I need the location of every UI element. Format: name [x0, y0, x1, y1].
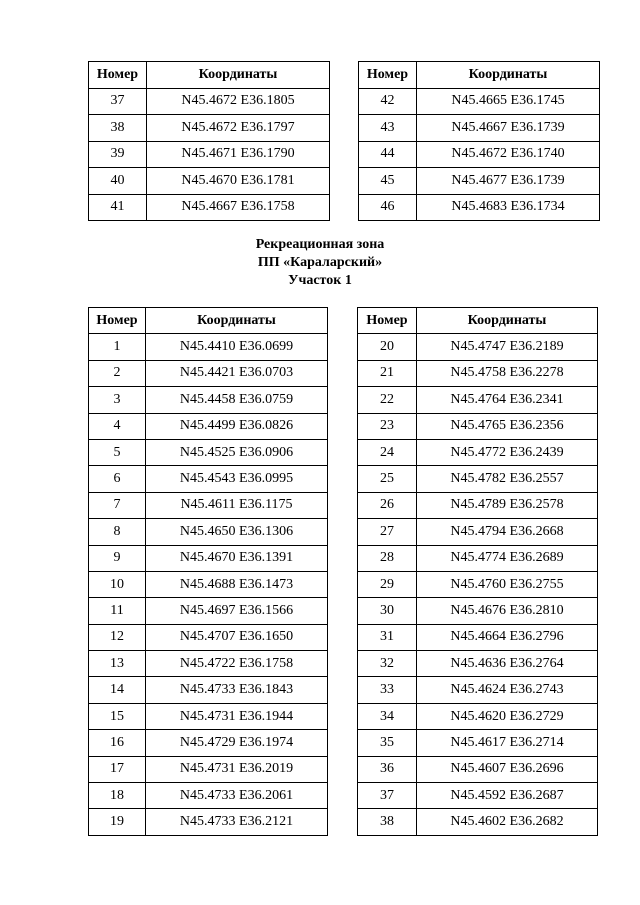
row-number: 8 [89, 519, 146, 545]
row-number: 34 [358, 703, 417, 729]
table-row [89, 703, 328, 729]
row-coordinates: N45.4672 E36.1797 [147, 115, 330, 142]
table-row [359, 194, 600, 221]
row-coordinates: N45.4672 E36.1740 [417, 141, 600, 168]
table-row [89, 651, 328, 677]
table-row [358, 598, 598, 624]
row-coordinates: N45.4543 E36.0995 [146, 466, 328, 492]
row-coordinates: N45.4525 E36.0906 [146, 439, 328, 465]
row-number: 1 [89, 334, 146, 360]
row-number: 10 [89, 571, 146, 597]
table-row [89, 413, 328, 439]
coordinates-table-bottom-left [88, 307, 328, 836]
heading-zone: Рекреационная зона [255, 237, 385, 252]
table-row [89, 334, 328, 360]
row-number: 3 [89, 387, 146, 413]
row-number: 11 [89, 598, 146, 624]
header-coordinates: Координаты [417, 308, 598, 334]
row-coordinates: N45.4672 E36.1805 [147, 88, 330, 115]
header-number: Номер [89, 308, 146, 334]
row-number: 39 [89, 141, 147, 168]
table-row [89, 677, 328, 703]
table-row [358, 730, 598, 756]
row-number: 44 [359, 141, 417, 168]
row-number: 9 [89, 545, 146, 571]
table-header-row [358, 308, 598, 334]
heading-plot: Участок 1 [288, 273, 352, 288]
row-number: 35 [358, 730, 417, 756]
row-number: 26 [358, 492, 417, 518]
table-row [359, 141, 600, 168]
row-number: 25 [358, 466, 417, 492]
table-row [89, 571, 328, 597]
row-number: 43 [359, 115, 417, 142]
row-number: 29 [358, 571, 417, 597]
row-coordinates: N45.4592 E36.2687 [417, 783, 598, 809]
table-row [89, 783, 328, 809]
table-row [89, 387, 328, 413]
row-coordinates: N45.4664 E36.2796 [417, 624, 598, 650]
section-heading [0, 236, 640, 290]
row-coordinates: N45.4410 E36.0699 [146, 334, 328, 360]
row-number: 41 [89, 194, 147, 221]
table-row [89, 598, 328, 624]
row-coordinates: N45.4789 E36.2578 [417, 492, 598, 518]
row-coordinates: N45.4782 E36.2557 [417, 466, 598, 492]
row-coordinates: N45.4670 E36.1391 [146, 545, 328, 571]
coordinates-table-top-left [88, 61, 330, 221]
table-row [358, 545, 598, 571]
row-number: 33 [358, 677, 417, 703]
row-coordinates: N45.4607 E36.2696 [417, 756, 598, 782]
row-coordinates: N45.4650 E36.1306 [146, 519, 328, 545]
row-number: 12 [89, 624, 146, 650]
row-number: 20 [358, 334, 417, 360]
row-number: 4 [89, 413, 146, 439]
header-number: Номер [359, 62, 417, 89]
table-row [89, 624, 328, 650]
row-coordinates: N45.4774 E36.2689 [417, 545, 598, 571]
row-number: 36 [358, 756, 417, 782]
row-number: 14 [89, 677, 146, 703]
row-number: 7 [89, 492, 146, 518]
row-number: 40 [89, 168, 147, 195]
table-row [89, 439, 328, 465]
row-coordinates: N45.4764 E36.2341 [417, 387, 598, 413]
row-number: 46 [359, 194, 417, 221]
row-number: 32 [358, 651, 417, 677]
row-coordinates: N45.4765 E36.2356 [417, 413, 598, 439]
table-row [89, 168, 330, 195]
row-coordinates: N45.4794 E36.2668 [417, 519, 598, 545]
row-number: 19 [89, 809, 146, 835]
row-coordinates: N45.4676 E36.2810 [417, 598, 598, 624]
row-number: 2 [89, 360, 146, 386]
row-coordinates: N45.4683 E36.1734 [417, 194, 600, 221]
table-row [358, 651, 598, 677]
row-coordinates: N45.4760 E36.2755 [417, 571, 598, 597]
row-coordinates: N45.4499 E36.0826 [146, 413, 328, 439]
table-row [89, 519, 328, 545]
row-number: 27 [358, 519, 417, 545]
table-row [358, 756, 598, 782]
row-coordinates: N45.4729 E36.1974 [146, 730, 328, 756]
row-coordinates: N45.4772 E36.2439 [417, 439, 598, 465]
coordinates-table-bottom-right [357, 307, 598, 836]
row-number: 38 [358, 809, 417, 835]
row-number: 37 [89, 88, 147, 115]
table-row [358, 571, 598, 597]
row-coordinates: N45.4722 E36.1758 [146, 651, 328, 677]
row-number: 21 [358, 360, 417, 386]
table-row [358, 466, 598, 492]
row-coordinates: N45.4670 E36.1781 [147, 168, 330, 195]
row-number: 15 [89, 703, 146, 729]
table-row [89, 756, 328, 782]
row-number: 28 [358, 545, 417, 571]
row-number: 5 [89, 439, 146, 465]
table-row [358, 809, 598, 835]
row-coordinates: N45.4733 E36.2121 [146, 809, 328, 835]
row-coordinates: N45.4697 E36.1566 [146, 598, 328, 624]
row-coordinates: N45.4688 E36.1473 [146, 571, 328, 597]
row-number: 30 [358, 598, 417, 624]
row-coordinates: N45.4665 E36.1745 [417, 88, 600, 115]
header-number: Номер [89, 62, 147, 89]
row-number: 45 [359, 168, 417, 195]
row-number: 42 [359, 88, 417, 115]
table-row [358, 492, 598, 518]
row-number: 17 [89, 756, 146, 782]
row-number: 22 [358, 387, 417, 413]
table-row [89, 809, 328, 835]
table-row [358, 677, 598, 703]
table-row [89, 88, 330, 115]
row-coordinates: N45.4617 E36.2714 [417, 730, 598, 756]
heading-park: ПП «Караларский» [257, 255, 383, 270]
table-row [358, 703, 598, 729]
table-row [358, 439, 598, 465]
table-row [358, 519, 598, 545]
row-coordinates: N45.4733 E36.2061 [146, 783, 328, 809]
table-row [89, 545, 328, 571]
row-coordinates: N45.4731 E36.2019 [146, 756, 328, 782]
table-row [89, 141, 330, 168]
row-number: 13 [89, 651, 146, 677]
table-header-row [89, 308, 328, 334]
table-row [89, 115, 330, 142]
table-row [358, 360, 598, 386]
table-row [89, 492, 328, 518]
row-coordinates: N45.4667 E36.1739 [417, 115, 600, 142]
table-row [358, 387, 598, 413]
table-row [358, 334, 598, 360]
row-number: 18 [89, 783, 146, 809]
header-coordinates: Координаты [146, 308, 328, 334]
row-number: 23 [358, 413, 417, 439]
table-row [358, 624, 598, 650]
row-coordinates: N45.4620 E36.2729 [417, 703, 598, 729]
table-row [359, 168, 600, 195]
row-number: 37 [358, 783, 417, 809]
header-coordinates: Координаты [417, 62, 600, 89]
row-coordinates: N45.4731 E36.1944 [146, 703, 328, 729]
row-number: 6 [89, 466, 146, 492]
row-coordinates: N45.4671 E36.1790 [147, 141, 330, 168]
row-number: 16 [89, 730, 146, 756]
row-number: 31 [358, 624, 417, 650]
row-number: 24 [358, 439, 417, 465]
row-coordinates: N45.4677 E36.1739 [417, 168, 600, 195]
table-row [89, 730, 328, 756]
table-row [89, 466, 328, 492]
coordinates-table-top-right [358, 61, 600, 221]
table-row [89, 360, 328, 386]
row-coordinates: N45.4611 E36.1175 [146, 492, 328, 518]
row-coordinates: N45.4733 E36.1843 [146, 677, 328, 703]
row-coordinates: N45.4458 E36.0759 [146, 387, 328, 413]
table-row [89, 194, 330, 221]
row-coordinates: N45.4758 E36.2278 [417, 360, 598, 386]
table-header-row [89, 62, 330, 89]
row-coordinates: N45.4421 E36.0703 [146, 360, 328, 386]
table-header-row [359, 62, 600, 89]
row-coordinates: N45.4707 E36.1650 [146, 624, 328, 650]
row-number: 38 [89, 115, 147, 142]
header-coordinates: Координаты [147, 62, 330, 89]
header-number: Номер [358, 308, 417, 334]
row-coordinates: N45.4747 E36.2189 [417, 334, 598, 360]
row-coordinates: N45.4636 E36.2764 [417, 651, 598, 677]
table-row [358, 413, 598, 439]
table-row [359, 88, 600, 115]
row-coordinates: N45.4602 E36.2682 [417, 809, 598, 835]
table-row [358, 783, 598, 809]
row-coordinates: N45.4667 E36.1758 [147, 194, 330, 221]
row-coordinates: N45.4624 E36.2743 [417, 677, 598, 703]
table-row [359, 115, 600, 142]
